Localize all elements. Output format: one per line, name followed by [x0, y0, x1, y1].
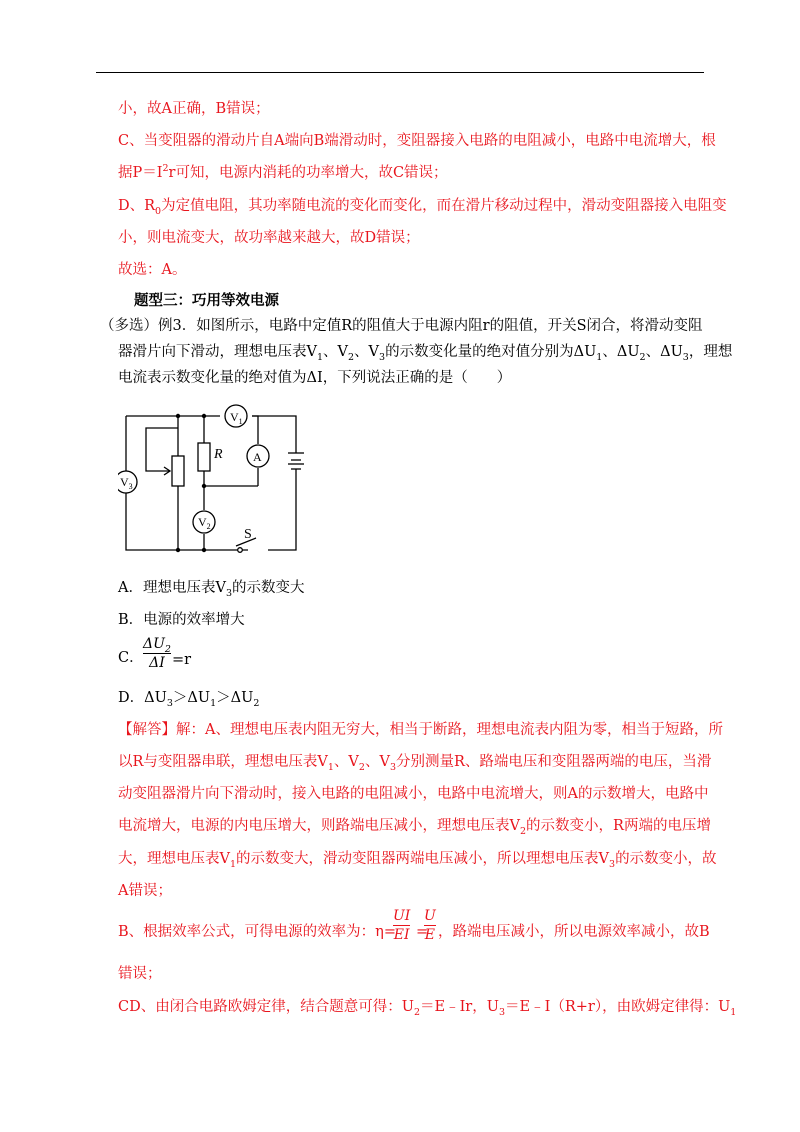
v3-label: $V_3$	[120, 475, 133, 491]
answer-line-7: B、根据效率公式，可得电源的效率为：η=	[118, 924, 396, 940]
circuit-diagram	[118, 396, 318, 556]
solution-line-1: 小，故A正确，B错误；	[118, 101, 270, 117]
option-d: D．$\Delta U_3>\Delta U_1>\Delta U_2$	[118, 690, 260, 709]
solution-line-5: 小，则电流变大，故功率越来越大，故D错误；	[118, 230, 420, 246]
switch-label: S	[244, 527, 252, 542]
solution-line-6: 故选：A。	[118, 262, 187, 278]
efficiency-fraction-1: UI EI	[393, 908, 411, 943]
answer-line-3: 动变阻器滑片向下滑动时，接入电路的电阻减小，电路中电流增大，则A的示数增大，电路中	[118, 786, 709, 802]
answer-line-5: 大，理想电压表$V_1$的示数变大，滑动变阻器两端电压减小，所以理想电压表$V_3$的示数变小，故	[118, 851, 717, 870]
question-line-3: 电流表示数变化量的绝对值为ΔI，下列说法正确的是（ ）	[118, 370, 512, 386]
question-line-1: （多选）例3．如图所示，电路中定值R的阻值大于电源内阻r的阻值，开关S闭合，将滑动变阻	[100, 318, 703, 334]
ammeter-label: A	[253, 450, 262, 464]
answer-line-7-tail: ，路端电压减小，所以电源效率减小，故B	[438, 924, 710, 940]
solution-line-4: D、$R_0$为定值电阻，其功率随电流的变化而变化，而在滑片移动过程中，滑动变阻器接入电阻变	[118, 198, 727, 217]
header-rule	[96, 72, 704, 73]
v2-label: $V_2$	[198, 515, 211, 531]
option-c-fraction: $\Delta U_2$ ΔI	[143, 636, 171, 671]
v1-label: $V_1$	[230, 410, 243, 426]
section-heading: 题型三：巧用等效电源	[134, 292, 279, 309]
option-c: C．	[118, 650, 144, 666]
answer-line-9: CD、由闭合电路欧姆定律，结合题意可得：$U_2=E﹣Ir$，$U_3=E﹣I(R+r)$，由欧姆定律得：$U_1$	[118, 999, 737, 1018]
answer-line-4: 电流增大，电源的内电压增大，则路端电压减小，理想电压表$V_2$的示数变小，R两端的电压增	[118, 818, 711, 837]
answer-line-2: 以R与变阻器串联，理想电压表$V_1$、$V_2$、$V_3$分别测量R、路端电压和变阻器两端的电压，当滑	[118, 754, 712, 773]
efficiency-equals: =	[416, 924, 429, 940]
answer-line-6: A错误；	[118, 883, 172, 899]
efficiency-fraction-2: U E	[424, 908, 436, 943]
resistor-label: R	[214, 447, 223, 462]
solution-line-2: C、当变阻器的滑动片自A端向B端滑动时，变阻器接入电路的电阻减小，电路中电流增大，根	[118, 133, 716, 149]
solution-line-3: 据$P=I^2r$可知，电源内消耗的功率增大，故C错误；	[118, 163, 448, 181]
answer-line-8: 错误；	[118, 966, 162, 982]
option-b: B．电源的效率增大	[118, 612, 245, 628]
question-line-2: 器滑片向下滑动，理想电压表$V_1$、$V_2$、$V_3$的示数变化量的绝对值分别为$\Delta U_1$、$\Delta U_2$、$\Delta U_3$，理想	[118, 344, 733, 363]
option-c-tail: =r	[172, 652, 192, 668]
option-a: A．理想电压表$V_3$的示数变大	[118, 580, 305, 599]
answer-line-1: 【解答】解：A、理想电压表内阻无穷大，相当于断路，理想电流表内阻为零，相当于短路，所	[118, 722, 723, 738]
